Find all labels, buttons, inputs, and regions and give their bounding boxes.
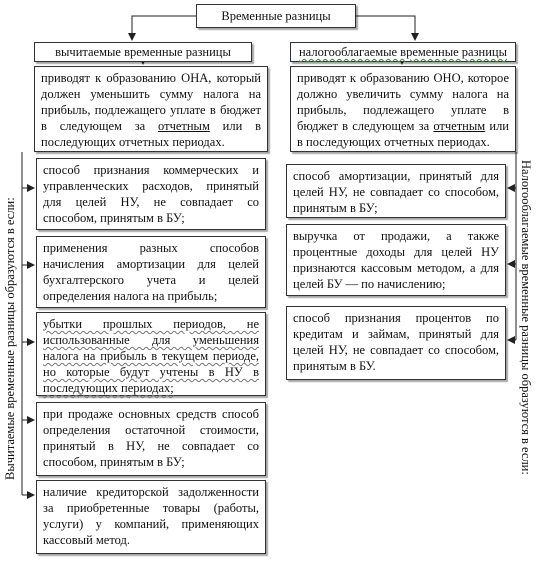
right-desc-part-2: отчетным (433, 119, 486, 133)
title-text: Временные разницы (221, 9, 331, 23)
arrow-title-to-left (132, 16, 196, 40)
title-box (196, 4, 356, 28)
left-item-5 (36, 480, 266, 554)
right-item-1 (286, 164, 506, 218)
left-item-2 (36, 236, 266, 308)
left-header-text: вычитаемые временные разницы (55, 45, 231, 59)
left-desc-part-1: приводят к образованию ОНА, который должен уменьшить сумму налога на прибыль, подлежащего уплате в бюджет в следующем за (41, 71, 261, 133)
left-item-1 (36, 158, 266, 230)
right-header-box (290, 42, 516, 62)
right-item-3 (286, 306, 506, 380)
right-description-text (291, 67, 515, 153)
left-item-3-text: убытки прошлых периодов, не использованные для уменьшения налога на прибыль в текущем периоде, но которые будут учтены в НУ в последующих периодах; (43, 317, 259, 395)
left-side-label: Вычитаемые временные разницы образуются в если: (3, 197, 17, 480)
right-item-3-text: способ признания процентов по кредитам и займам, принятый для целей НУ, не совпадает со способом, принятым в БУ. (293, 311, 499, 373)
right-side-label: Налогооблагаемые временные разницы образуются в если: (519, 160, 533, 475)
right-desc-part-3: или в последующих отчетных периодах. (297, 119, 509, 149)
left-item-4 (36, 402, 266, 476)
left-header-box (34, 42, 252, 62)
left-desc-part-2: отчетным (158, 119, 210, 133)
left-desc-part-3: или в последующих отчетных периодах. (41, 119, 261, 149)
right-desc-part-1: приводят к образованию ОНО, которое должно увеличить сумму налога на прибыль, подлежащего уплате в бюджет в следующем за (297, 71, 509, 133)
left-item-2-text: применения разных способов начисления амортизации для целей бухгалтерского учета и целей определения налога на прибыль; (43, 241, 259, 303)
right-header-text-content: налогооблагаемые временные разницы (298, 45, 507, 59)
right-item-1-text: способ амортизации, принятый для целей НУ, не совпадает со способом, принятым в БУ; (293, 169, 499, 215)
left-item-5-text: наличие кредиторской задолженности за приобретенные товары (работы, услуги) у компаний, применяющих кассовый метод. (43, 485, 259, 547)
left-description-box (34, 66, 268, 152)
right-item-2-text: выручка от продажи, а также процентные доходы для целей НУ признаются кассовым методом, а для целей БУ — по начислению; (293, 229, 499, 291)
right-description-box (290, 66, 516, 152)
right-header-text (291, 43, 515, 63)
left-item-4-text: при продаже основных средств способ определения остаточной стоимости, принятый в НУ, не совпадает со способом, принятым в БУ; (43, 407, 259, 469)
left-item-3 (36, 312, 266, 396)
left-description-text (35, 67, 267, 153)
left-item-1-text: способ признания коммерческих и управленческих расходов, принятый для целей НУ, не совпадает со способом, принятым в БУ; (43, 163, 259, 225)
arrow-title-to-right (356, 16, 415, 40)
right-item-2 (286, 224, 506, 296)
